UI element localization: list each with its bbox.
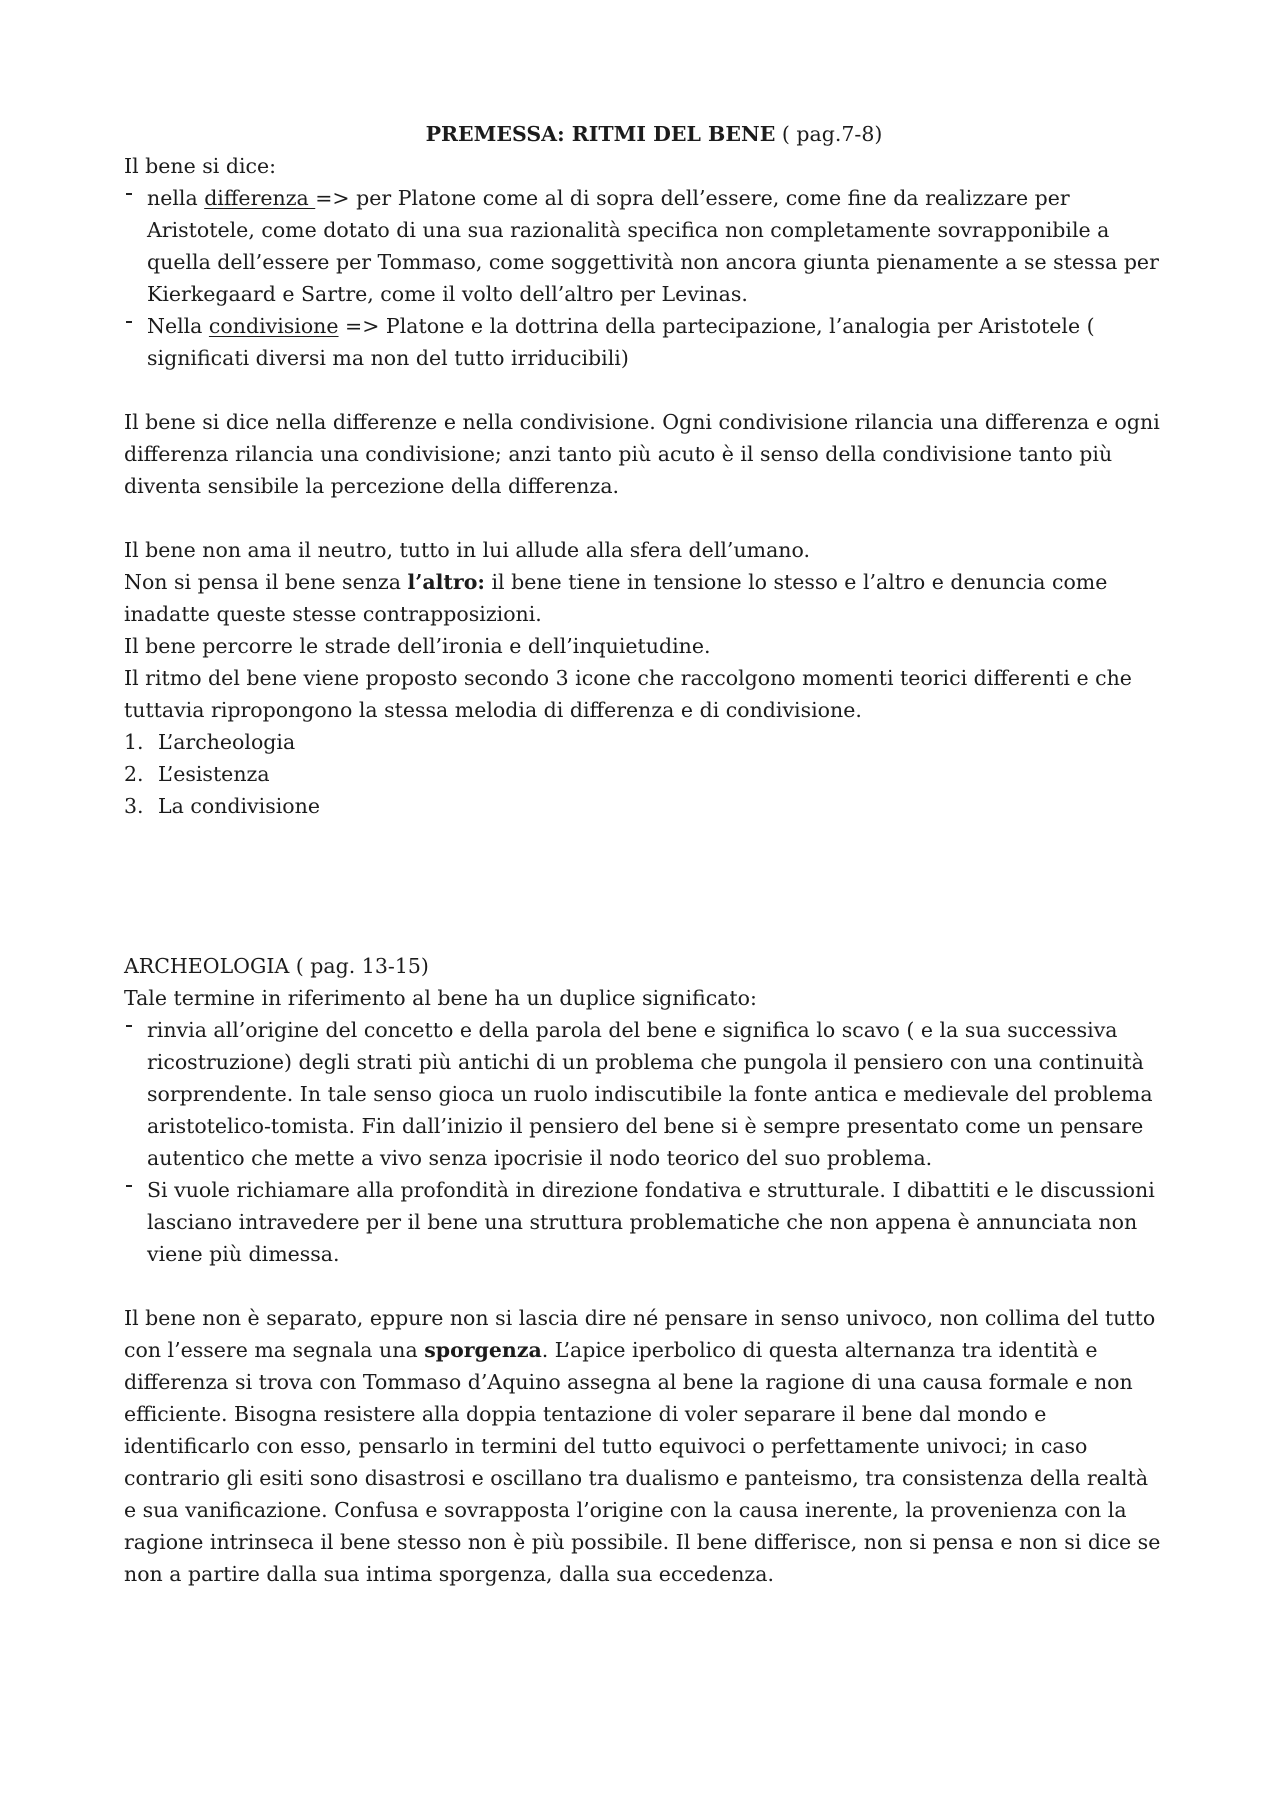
paragraph: Il bene non ama il neutro, tutto in lui allude alla sfera dell’umano. bbox=[124, 538, 811, 562]
underlined-term: condivisione bbox=[208, 314, 339, 338]
archeologia-intro: Tale termine in riferimento al bene ha un duplice significato: bbox=[124, 986, 757, 1010]
document-page bbox=[124, 112, 1164, 1590]
list-item: 1. L’archeologia bbox=[124, 730, 296, 754]
list-item: Si vuole richiamare alla profondità in direzione fondativa e strutturale. I dibattiti e le discussioni lasciano intravedere per il bene una struttura problematiche che non appena è annunciata non viene più dimessa. bbox=[124, 1174, 1164, 1270]
spacer bbox=[124, 502, 1164, 534]
list-item: Nella condivisione => Platone e la dottrina della partecipazione, l’analogia per Aristotele ( significati diversi ma non del tutto irriducibili) bbox=[124, 310, 1164, 374]
list-item: 3. La condivisione bbox=[124, 794, 320, 818]
spacer bbox=[124, 1270, 1164, 1302]
list-item: 2. L’esistenza bbox=[124, 762, 270, 786]
paragraph: Il bene percorre le strade dell’ironia e dell’inquietudine. bbox=[124, 634, 711, 658]
premessa-bullet-list bbox=[124, 182, 1164, 374]
archeologia-bullet-list bbox=[124, 1014, 1164, 1270]
bold-term: sporgenza bbox=[424, 1338, 542, 1362]
paragraph: Non si pensa il bene senza l’altro: il bene tiene in tensione lo stesso e l’altro e denuncia come inadatte queste stesse contrapposizioni. bbox=[124, 570, 1108, 626]
paragraph: Il bene non è separato, eppure non si lascia dire né pensare in senso univoco, non collima del tutto con l’essere ma segnala una sporgenza. L’apice iperbolico di questa alternanza tra identità e differenza si trova con Tommaso d’Aquino assegna al bene la ragione di una causa formale e non efficiente. Bisogna resistere alla doppia tentazione di voler separare il bene dal mondo e identificarlo con esso, pensarlo in termini del tutto equivoci o perfettamente univoci; in caso contrario gli esiti sono disastrosi e oscillano tra dualismo e panteismo, tra consistenza della realtà e sua vanificazione. Confusa e sovrapposta l’origine con la causa inerente, la provenienza con la ragione intrinseca il bene stesso non è più possibile. Il bene differisce, non si pensa e non si dice se non a partire dalla sua intima sporgenza, dalla sua eccedenza. bbox=[124, 1306, 1161, 1586]
bold-term: l’altro: bbox=[407, 570, 485, 594]
title-page-reference: ( pag.7-8) bbox=[775, 122, 883, 146]
spacer bbox=[124, 822, 1164, 950]
paragraph: Il bene si dice nella differenze e nella condivisione. Ogni condivisione rilancia una differenza e ogni differenza rilancia una condivisione; anzi tanto più acuto è il senso della condivisione tanto più diventa sensibile la percezione della differenza. bbox=[124, 410, 1160, 498]
premessa-intro: Il bene si dice: bbox=[124, 154, 277, 178]
spacer bbox=[124, 374, 1164, 406]
numbered-list bbox=[124, 726, 1164, 822]
underlined-term: differenza bbox=[204, 186, 316, 210]
section-heading-archeologia: ARCHEOLOGIA ( pag. 13-15) bbox=[124, 954, 429, 978]
section-title-premessa: PREMESSA: RITMI DEL BENE ( pag.7-8) bbox=[425, 122, 883, 146]
list-item: nella differenza => per Platone come al di sopra dell’essere, come fine da realizzare per Aristotele, come dotato di una sua razionalità specifica non completamente sovrapponibile a quella dell’essere per Tommaso, come soggettività non ancora giunta pienamente a se stessa per Kierkegaard e Sartre, come il volto dell’altro per Levinas. bbox=[124, 182, 1164, 310]
list-item: rinvia all’origine del concetto e della parola del bene e significa lo scavo ( e la sua successiva ricostruzione) degli strati più antichi di un problema che pungola il pensiero con una continuità sorprendente. In tale senso gioca un ruolo indiscutibile la fonte antica e medievale del problema aristotelico-tomista. Fin dall’inizio il pensiero del bene si è sempre presentato come un pensare autentico che mette a vivo senza ipocrisie il nodo teorico del suo problema. bbox=[124, 1014, 1164, 1174]
paragraph: Il ritmo del bene viene proposto secondo 3 icone che raccolgono momenti teorici differenti e che tuttavia ripropongono la stessa melodia di differenza e di condivisione. bbox=[124, 666, 1132, 722]
